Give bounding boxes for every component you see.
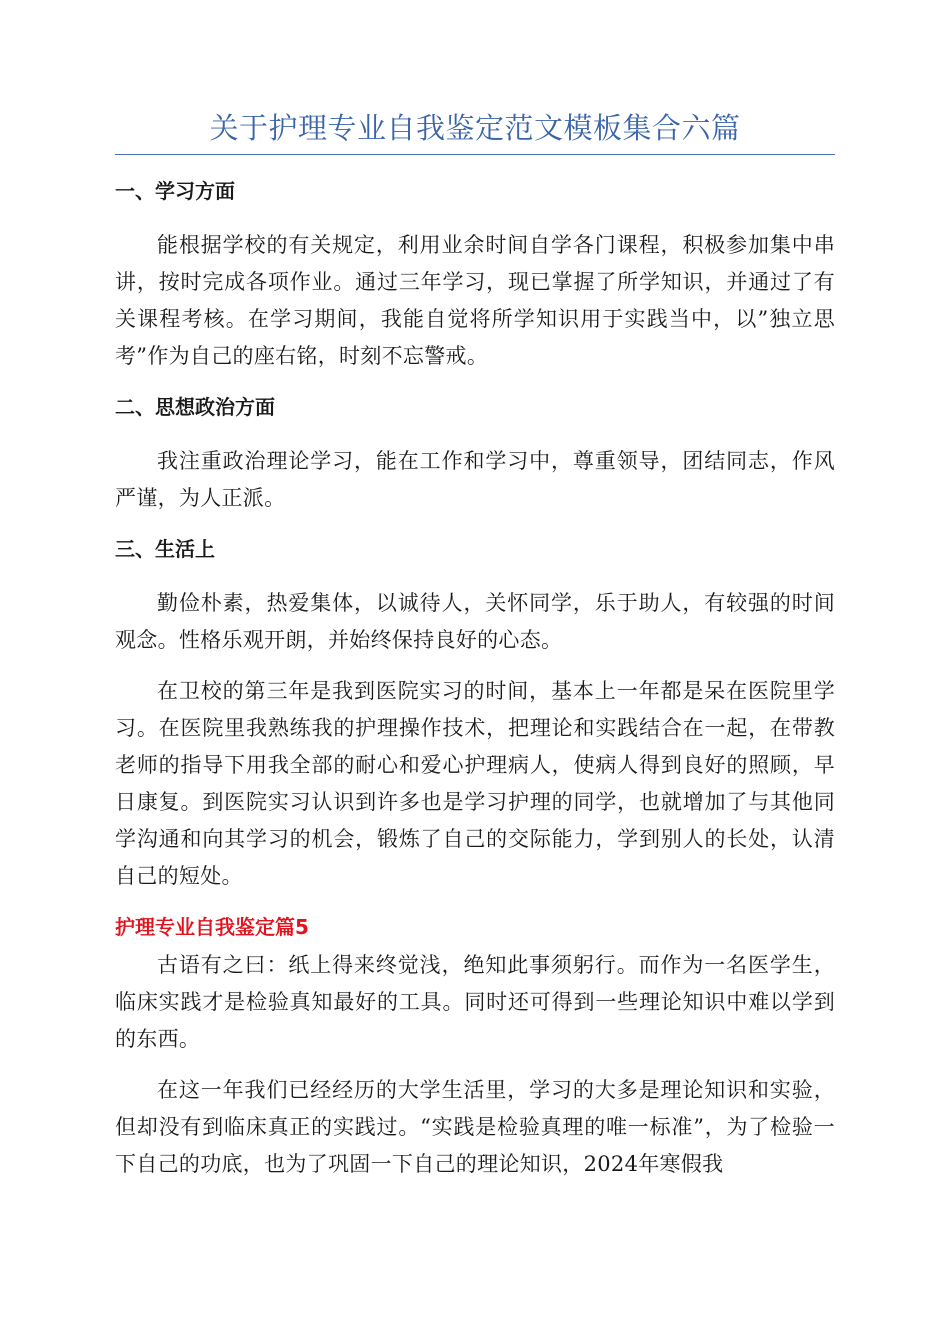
section-politics [115,393,835,517]
page-title: 关于护理专业自我鉴定范文模板集合六篇 [209,111,741,145]
paragraph: 能根据学校的有关规定，利用业余时间自学各门课程，积极参加集中串讲，按时完成各项作业。通过三年学习，现已掌握了所学知识，并通过了有关课程考核。在学习期间，我能自觉将所学知识用于实践当中，以”独立思考”作为自己的座右铭，时刻不忘警戒。 [115,233,835,368]
section-study [115,177,835,375]
section-heading: 三、生活上 [115,537,215,561]
article-heading: 护理专业自我鉴定篇5 [115,915,309,939]
paragraph: 勤俭朴素，热爱集体，以诚待人，关怀同学，乐于助人，有较强的时间观念。性格乐观开朗，并始终保持良好的心态。 [115,591,835,652]
section-article-5 [115,913,835,1183]
paragraph: 在这一年我们已经经历的大学生活里，学习的大多是理论知识和实验，但却没有到临床真正的实践过。“实践是检验真理的唯一标准”，为了检验一下自己的功底，也为了巩固一下自己的理论知识，2024年寒假我 [115,1078,835,1176]
section-heading: 二、思想政治方面 [115,395,275,419]
section-heading: 一、学习方面 [115,179,235,203]
document-page [115,108,835,1197]
paragraph: 在卫校的第三年是我到医院实习的时间，基本上一年都是呆在医院里学习。在医院里我熟练我的护理操作技术，把理论和实践结合在一起，在带教老师的指导下用我全部的耐心和爱心护理病人，使病人得到良好的照顾，早日康复。到医院实习认识到许多也是学习护理的同学，也就增加了与其他同学沟通和向其学习的机会，锻炼了自己的交际能力，学到别人的长处，认清自己的短处。 [115,679,835,888]
section-life [115,535,835,895]
paragraph: 我注重政治理论学习，能在工作和学习中，尊重领导，团结同志，作风严谨，为人正派。 [115,449,835,510]
paragraph: 古语有之曰：纸上得来终觉浅，绝知此事须躬行。而作为一名医学生，临床实践才是检验真知最好的工具。同时还可得到一些理论知识中难以学到的东西。 [115,953,835,1051]
title-underline [115,154,835,155]
